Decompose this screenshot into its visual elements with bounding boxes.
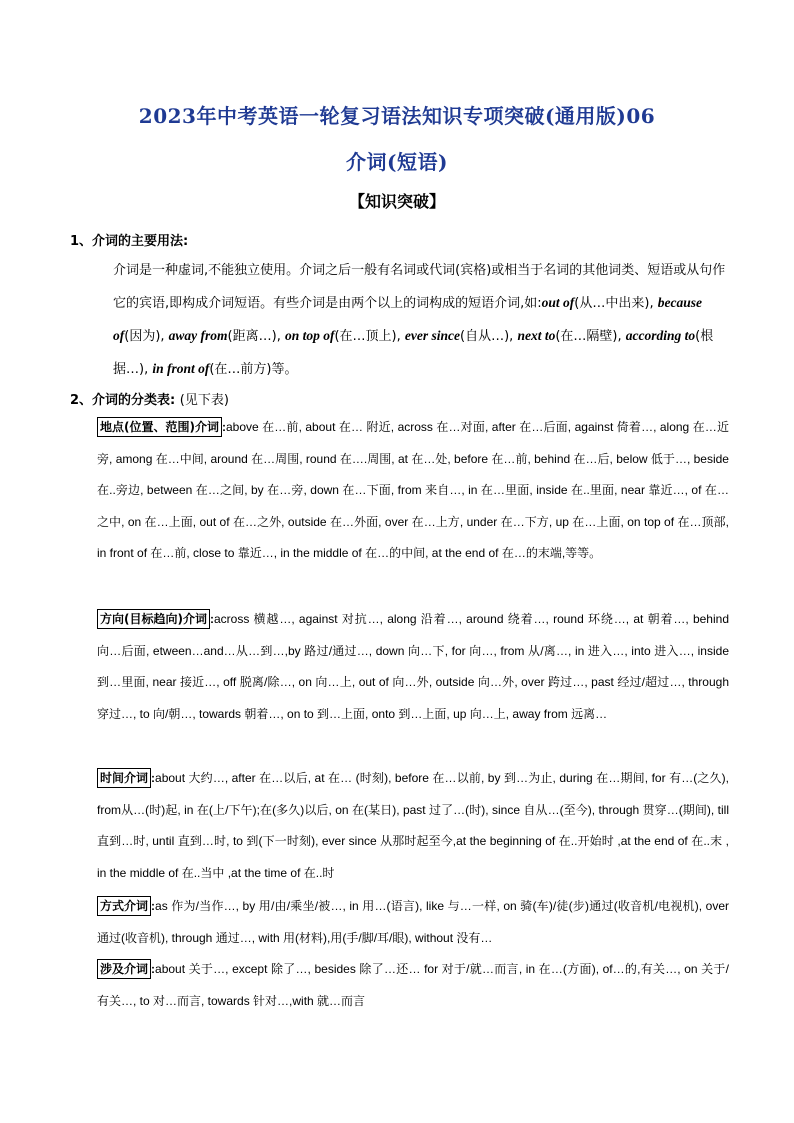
- category-place: 地点(位置、范围)介词 :above 在…前, about 在… 附近, across 在…对面, after 在…后面, against 倚着…, along 在…近旁, among 在…中间, around 在…周围, round 在….周围, at 在…处, before 在…前, behind 在…后, below 低于…, beside 在..旁边, between 在…之间, by 在…旁, down 在…下面, from 来自…, in 在…里面, inside 在..里面, near 靠近…, of 在…之中, on 在…上面, out of 在…之外, outside 在…外面, over 在…上方, under 在…下方, up 在…上面, on top of 在…顶部, in front of 在…前, close to 靠近…, in the middle of 在…的中间, at the end of 在…的末端,等等。: [97, 412, 729, 570]
- category-direction: 方向(目标趋向)介词 :across 横越…, against 对抗…, along 沿着…, around 绕着…, round 环绕…, at 朝着…, behind 向…后面, etween…and…从…到…,by 路过/通过…, down 向…下, for 向…, from 从/离…, in 进入…, into 进入…, inside 到…里面, near 接近…, off 脱离/除…, on 向…上, out of 向…外, outside 向…外, over 跨过…, past 经过/超过…, through 穿过…, to 向/朝…, towards 朝着…, on to 到…上面, onto 到…上面, up 向…上, away from 远离…: [97, 604, 729, 730]
- category-concerning-text: about 关于…, except 除了…, besides 除了…还… for 对于/就…而言, in 在…(方面), of…的,有关…, on 关于/有关…, to 对…而言, towards 针对…,with 就…而言: [97, 962, 729, 1008]
- phrase-next-to: next to: [517, 328, 556, 343]
- phrase-gloss: (在…隔壁),: [555, 329, 626, 344]
- section1-text: 介词是一种虚词,不能独立使用。介词之后一般有名词或代词(宾格)或相当于名词的其他词类、短语或从句作它的宾语,即构成介词短语。有些介词是由两个以上的词构成的短语介词,如:: [113, 263, 726, 311]
- phrase-out-of: out of: [541, 295, 575, 310]
- document-title-line1: 2023年中考英语一轮复习语法知识专项突破(通用版)06: [138, 104, 656, 128]
- phrase-gloss: (根据…),: [113, 329, 714, 377]
- category-direction-label: 方向(目标趋向)介词: [97, 609, 210, 629]
- section2-heading: [70, 389, 229, 408]
- phrase-gloss: (因为),: [124, 329, 169, 344]
- phrase-on-top-of: on top of: [284, 328, 335, 343]
- category-manner: 方式介词 :as 作为/当作…, by 用/由/乘坐/被…, in 用…(语言), like 与…一样, on 骑(车)/徒(步)通过(收音机/电视机), over 通过(收音机), through 通过…, with 用(材料),用(手/脚/耳/眼), without 没有…: [97, 891, 729, 954]
- category-time: 时间介词 :about 大约…, after 在…以后, at 在… (时刻), before 在…以前, by 到…为止, during 在…期间, for 有…(之久), from从…(时)起, in 在(上/下午);在(多久)以后, on 在(某日), past 过了…(时), since 自从…(至今), through 贯穿…(期间), till 直到…时, until 直到…时, to 到(下一时刻), ever since 从那时起至今,at the beginning of 在..开始时 ,at the end of 在..末 , in the middle of 在..当中 ,at the time of 在..时: [97, 763, 729, 889]
- phrase-according-to: according to: [625, 328, 696, 343]
- category-concerning-label: 涉及介词: [97, 959, 151, 979]
- category-manner-text: as 作为/当作…, by 用/由/乘坐/被…, in 用…(语言), like 与…一样, on 骑(车)/徒(步)通过(收音机/电视机), over 通过(收音机), through 通过…, with 用(材料),用(手/脚/耳/眼), without 没有…: [97, 899, 729, 945]
- section1-heading: 1、介词的主要用法:: [70, 234, 189, 249]
- phrase-away-from: away from: [168, 328, 228, 343]
- phrase-in-front-of: in front of: [152, 361, 210, 376]
- section1-paragraph: [113, 255, 728, 386]
- phrase-gloss: (从…中出来),: [574, 296, 658, 311]
- category-direction-text: across 横越…, against 对抗…, along 沿着…, around 绕着…, round 环绕…, at 朝着…, behind 向…后面, etween…and…从…到…,by 路过/通过…, down 向…下, for 向…, from 从/离…, in 进入…, into 进入…, inside 到…里面, near 接近…, off 脱离/除…, on 向…上, out of 向…外, outside 向…外, over 跨过…, past 经过/超过…, through 穿过…, to 向/朝…, towards 朝着…, on to 到…上面, onto 到…上面, up 向…上, away from 远离…: [97, 612, 729, 721]
- category-concerning: 涉及介词 :about 关于…, except 除了…, besides 除了…还… for 对于/就…而言, in 在…(方面), of…的,有关…, on 关于/有关…, to 对…而言, towards 针对…,with 就…而言: [97, 954, 729, 1017]
- phrase-ever-since: ever since: [404, 328, 461, 343]
- phrase-gloss: (在…前方)等。: [209, 362, 298, 377]
- category-place-text: above 在…前, about 在… 附近, across 在…对面, after 在…后面, against 倚着…, along 在…近旁, among 在…中间, around 在…周围, round 在….周围, at 在…处, before 在…前, behind 在…后, below 低于…, beside 在..旁边, between 在…之间, by 在…旁, down 在…下面, from 来自…, in 在…里面, inside 在..里面, near 靠近…, of 在…之中, on 在…上面, out of 在…之外, outside 在…外面, over 在…上方, under 在…下方, up 在…上面, on top of 在…顶部, in front of 在…前, close to 靠近…, in the middle of 在…的中间, at the end of 在…的末端,等等。: [97, 420, 729, 561]
- phrase-gloss: (距离…),: [227, 329, 285, 344]
- phrase-gloss: (在…顶上),: [334, 329, 405, 344]
- category-time-label: 时间介词: [97, 768, 151, 788]
- category-place-label: 地点(位置、范围)介词: [97, 417, 222, 437]
- section2-heading-text: 2、介词的分类表:: [70, 393, 176, 408]
- category-time-text: about 大约…, after 在…以后, at 在… (时刻), before 在…以前, by 到…为止, during 在…期间, for 有…(之久), from从…(时)起, in 在(上/下午);在(多久)以后, on 在(某日), past 过了…(时), since 自从…(至今), through 贯穿…(期间), till 直到…时, until 直到…时, to 到(下一时刻), ever since 从那时起至今,at the beginning of 在..开始时 ,at the end of 在..末 , in the middle of 在..当中 ,at the time of 在..时: [97, 771, 729, 880]
- category-manner-label: 方式介词: [97, 896, 151, 916]
- document-title-line2: 介词(短语): [346, 150, 448, 174]
- section-subtitle: 【知识突破】: [348, 192, 445, 211]
- phrase-because-of: because of: [113, 295, 702, 343]
- phrase-gloss: (自从…),: [460, 329, 518, 344]
- section2-note: (见下表): [179, 393, 229, 408]
